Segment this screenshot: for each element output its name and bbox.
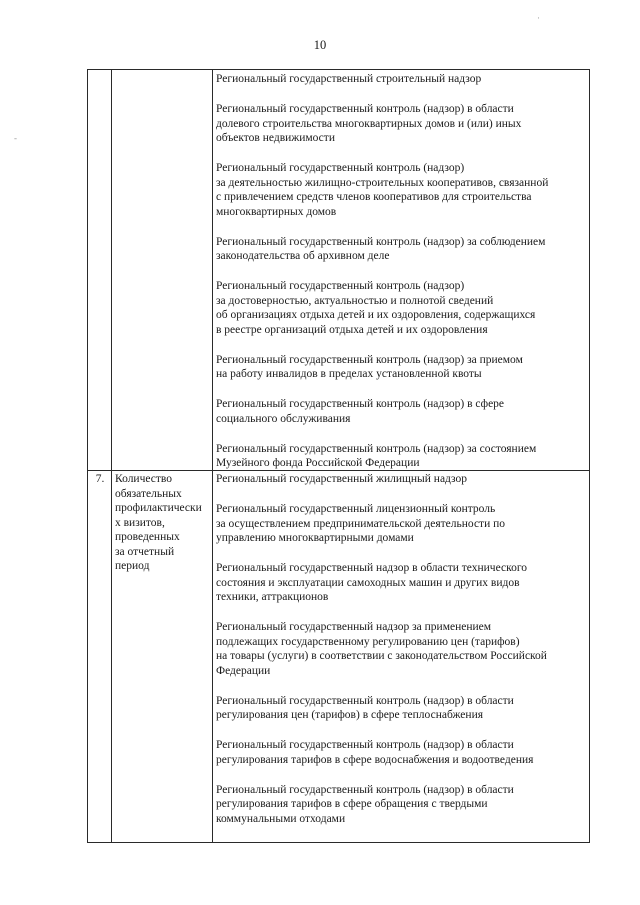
control-item: Региональный государственный контроль (надзор) за приемом на работу инвалидов в пределах установленной квоты bbox=[216, 353, 523, 380]
corner-scan-mark: · bbox=[537, 13, 540, 23]
row-number: 7. bbox=[95, 473, 105, 485]
control-item: Региональный государственный надзор в области технического состояния и эксплуатации самоходных машин и других видов техники, аттракционов bbox=[216, 562, 528, 603]
column-divider-indicator bbox=[212, 70, 213, 842]
control-item: Региональный государственный контроль (надзор) в области регулирования тарифов в сфере водоснабжения и водоотведения bbox=[216, 739, 534, 766]
control-item: Региональный государственный контроль (надзор) за соблюдением законодательства об архивном деле bbox=[216, 235, 546, 262]
control-item: Региональный государственный контроль (надзор) в сфере социального обслуживания bbox=[216, 398, 505, 425]
control-item: Региональный государственный надзор за применением подлежащих государственному регулированию цен (тарифов) на товары (услуги) в соответствии с законодательством Российской Федерации bbox=[216, 621, 547, 677]
side-scan-mark: - bbox=[14, 133, 17, 143]
column-divider-number bbox=[111, 70, 112, 842]
row-indicator: Количество обязательных профилактически х визитов, проведенных за отчетный период bbox=[115, 473, 202, 572]
page-number: 10 bbox=[313, 38, 327, 52]
control-item: Региональный государственный контроль (надзор) в области долевого строительства многоквартирных домов и (или) иных объектов недвижимости bbox=[216, 103, 522, 144]
control-item: Региональный государственный контроль (надзор) в области регулирования тарифов в сфере обращения с твердыми коммунальными отходами bbox=[216, 783, 514, 825]
control-item: Региональный государственный строительный надзор bbox=[216, 73, 482, 85]
control-item: Региональный государственный контроль (надзор) за состоянием Музейного фонда Российской Федерации bbox=[216, 442, 537, 469]
control-item: Региональный государственный лицензионный контроль за осуществлением предпринимательской деятельности по управлению многоквартирными домами bbox=[216, 503, 506, 544]
control-item: Региональный государственный контроль (надзор) за достоверностью, актуальностью и полнотой сведений об организациях отдыха детей и их оздоровления, содержащихся в реестре организаций отдыха детей и их оздоровления bbox=[216, 280, 536, 336]
control-item: Региональный государственный контроль (надзор) в области регулирования цен (тарифов) в сфере теплоснабжения bbox=[216, 694, 514, 721]
row-7-controls bbox=[216, 472, 589, 842]
control-item: Региональный государственный контроль (надзор) за деятельностью жилищно-строительных кооперативов, связанной с привлечением средств членов кооперативов для строительства многоквартирных домов bbox=[216, 162, 549, 218]
controls-table bbox=[87, 69, 590, 843]
control-item: Региональный государственный жилищный надзор bbox=[216, 473, 468, 485]
continued-row-controls bbox=[216, 72, 589, 486]
